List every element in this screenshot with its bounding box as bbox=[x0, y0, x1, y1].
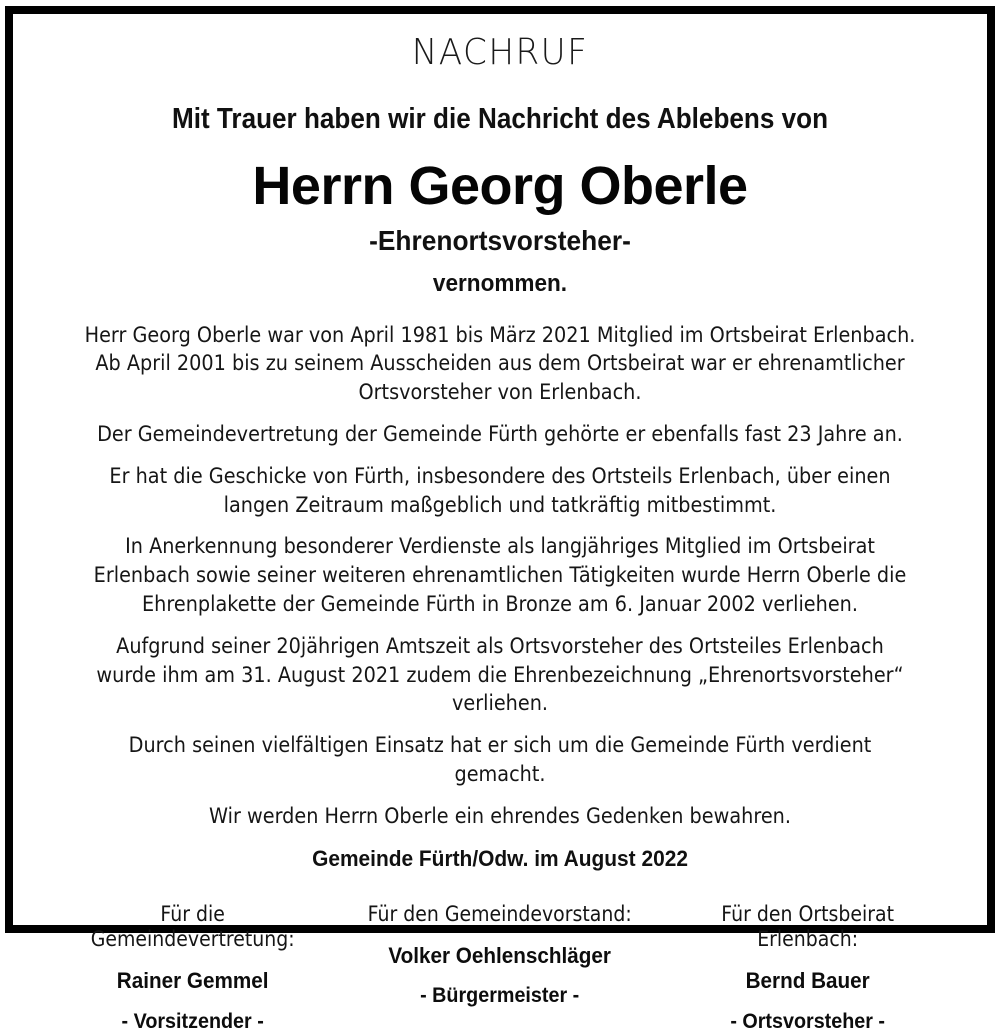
signature-person-title: - Ortsvorsteher - bbox=[729, 1009, 885, 1033]
signature-column-ortsbeirat bbox=[654, 902, 961, 1034]
body-paragraph: Er hat die Geschicke von Fürth, insbesondere des Ortsteils Erlenbach, über einen langen Zeitraum maßgeblich und tatkräftig mitbestimmt. bbox=[109, 463, 891, 518]
signature-column-gemeindevorstand bbox=[346, 902, 653, 1009]
signature-person-title: - Bürgermeister - bbox=[420, 984, 580, 1008]
obituary-frame bbox=[5, 6, 995, 1033]
body-paragraph: In Anerkennung besonderer Verdienste als langjähriges Mitglied im Ortsbeirat Erlenbach sowie seiner weiteren ehrenamtlichen Tätigkeiten wurde Herrn Oberle die Ehrenplakette der Gemeinde Fürth in Bronze am 6. Januar 2002 verliehen. bbox=[93, 534, 907, 617]
signature-person-name: Bernd Bauer bbox=[745, 968, 870, 994]
body-paragraph: Der Gemeindevertretung der Gemeinde Fürth gehörte er ebenfalls fast 23 Jahre an. bbox=[97, 421, 903, 447]
signature-role-header: Für den Ortsbeirat Erlenbach: bbox=[720, 901, 894, 952]
body-copy bbox=[35, 322, 965, 832]
signature-block bbox=[35, 902, 965, 1034]
signature-person-name: Volker Oehlenschläger bbox=[388, 943, 612, 969]
signature-role-header: Für den Gemeindevorstand: bbox=[367, 901, 633, 926]
signature-person-name: Rainer Gemmel bbox=[116, 968, 269, 994]
received-word: vernommen. bbox=[432, 270, 568, 298]
body-paragraph: Durch seinen vielfältigen Einsatz hat er sich um die Gemeinde Fürth verdient gemacht. bbox=[128, 733, 872, 787]
body-paragraph: Wir werden Herrn Oberle ein ehrendes Gedenken bewahren. bbox=[209, 803, 791, 829]
body-paragraph: Herr Georg Oberle war von April 1981 bis März 2021 Mitglied im Ortsbeirat Erlenbach. Ab April 2001 bis zu seinem Ausscheiden aus dem Ortsbeirat war er ehrenamtlicher Ortsvorsteher von Erlenbach. bbox=[84, 322, 916, 406]
signature-person-title: - Vorsitzender - bbox=[121, 1009, 264, 1033]
signature-role-header: Für die Gemeindevertretung: bbox=[90, 901, 295, 952]
closing-place-date: Gemeinde Fürth/Odw. im August 2022 bbox=[312, 845, 688, 871]
lead-line: Mit Trauer haben wir die Nachricht des Ablebens von bbox=[171, 102, 829, 135]
page-title: NACHRUF bbox=[411, 32, 589, 73]
signature-column-gemeindevertretung bbox=[39, 902, 346, 1034]
deceased-name: Herrn Georg Oberle bbox=[252, 155, 748, 216]
honorific-title: -Ehrenortsvorsteher- bbox=[369, 225, 631, 257]
body-paragraph: Aufgrund seiner 20jährigen Amtszeit als Ortsvorsteher des Ortsteiles Erlenbach wurde ihm am 31. August 2021 zudem die Ehrenbezeichnung „Ehrenortsvorsteher“ verliehen. bbox=[96, 633, 904, 717]
